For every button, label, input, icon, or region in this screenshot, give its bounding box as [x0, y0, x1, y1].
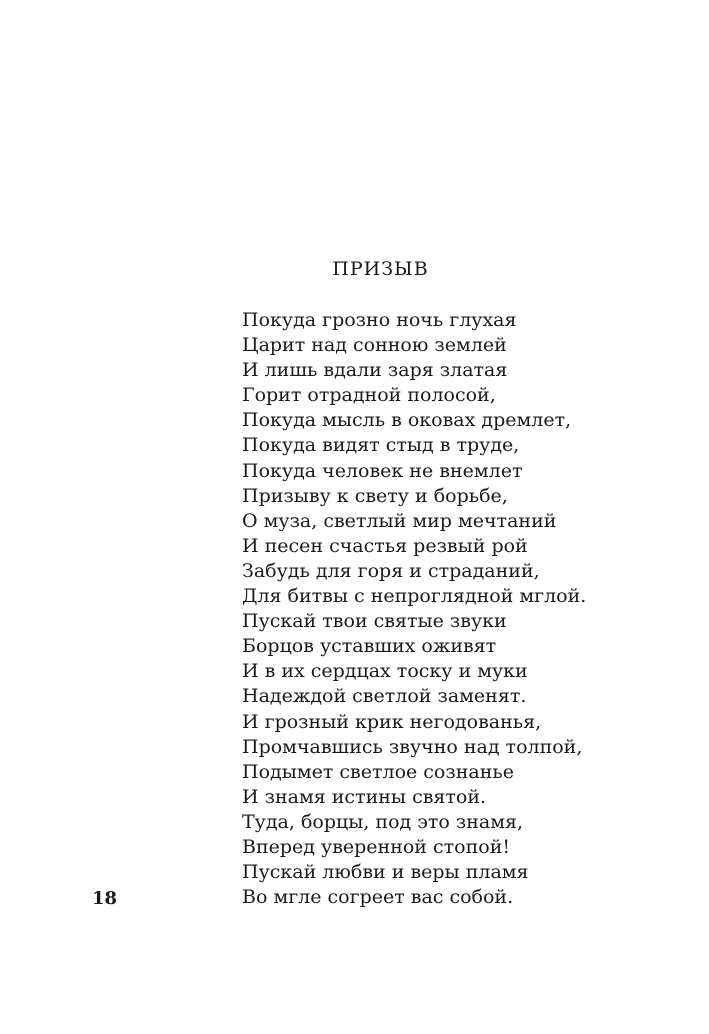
- poem-line: Во мгле согреет вас собой.: [242, 886, 514, 909]
- poem-line: Покуда человек не внемлет: [242, 459, 523, 482]
- poem-line: Пускай любви и веры пламя: [242, 861, 529, 884]
- poem-line: Забудь для горя и страданий,: [242, 559, 540, 582]
- poem-line: Подымет светлое сознанье: [242, 760, 514, 783]
- poem-body: [242, 308, 586, 910]
- poem-title: ПРИЗЫВ: [332, 258, 429, 280]
- poem-line: Туда, борцы, под это знамя,: [242, 810, 524, 833]
- poem-line: И песен счастья резвый рой: [242, 534, 528, 557]
- poem-line: Горит отрадной полосой,: [242, 384, 496, 407]
- poem-line: Для битвы с непроглядной мглой.: [242, 585, 587, 608]
- poem-line: Надеждой светлой заменят.: [242, 685, 527, 708]
- poem-line: Царит над сонною землей: [242, 334, 507, 357]
- poem-line: Покуда видят стыд в труде,: [242, 434, 520, 457]
- poem-line: И в их сердцах тоску и муки: [242, 660, 528, 683]
- poem-line: Покуда грозно ночь глухая: [242, 309, 517, 331]
- poem-line: Вперед уверенной стопой!: [242, 835, 511, 858]
- poem-line: И лишь вдали заря златая: [242, 359, 508, 382]
- poem-line: Пускай твои святые звуки: [242, 610, 507, 633]
- page-number: 18: [92, 888, 118, 909]
- poem-line: И грозный крик негодованья,: [242, 710, 542, 733]
- poem-line: Промчавшись звучно над толпой,: [242, 735, 583, 758]
- poem-line: И знамя истины святой.: [242, 785, 487, 808]
- poem-line: Призыву к свету и борьбе,: [242, 484, 508, 507]
- poem-line: О муза, светлый мир мечтаний: [242, 509, 557, 532]
- poem-line: Покуда мысль в оковах дремлет,: [242, 409, 572, 432]
- poem-line: Борцов уставших оживят: [242, 635, 497, 658]
